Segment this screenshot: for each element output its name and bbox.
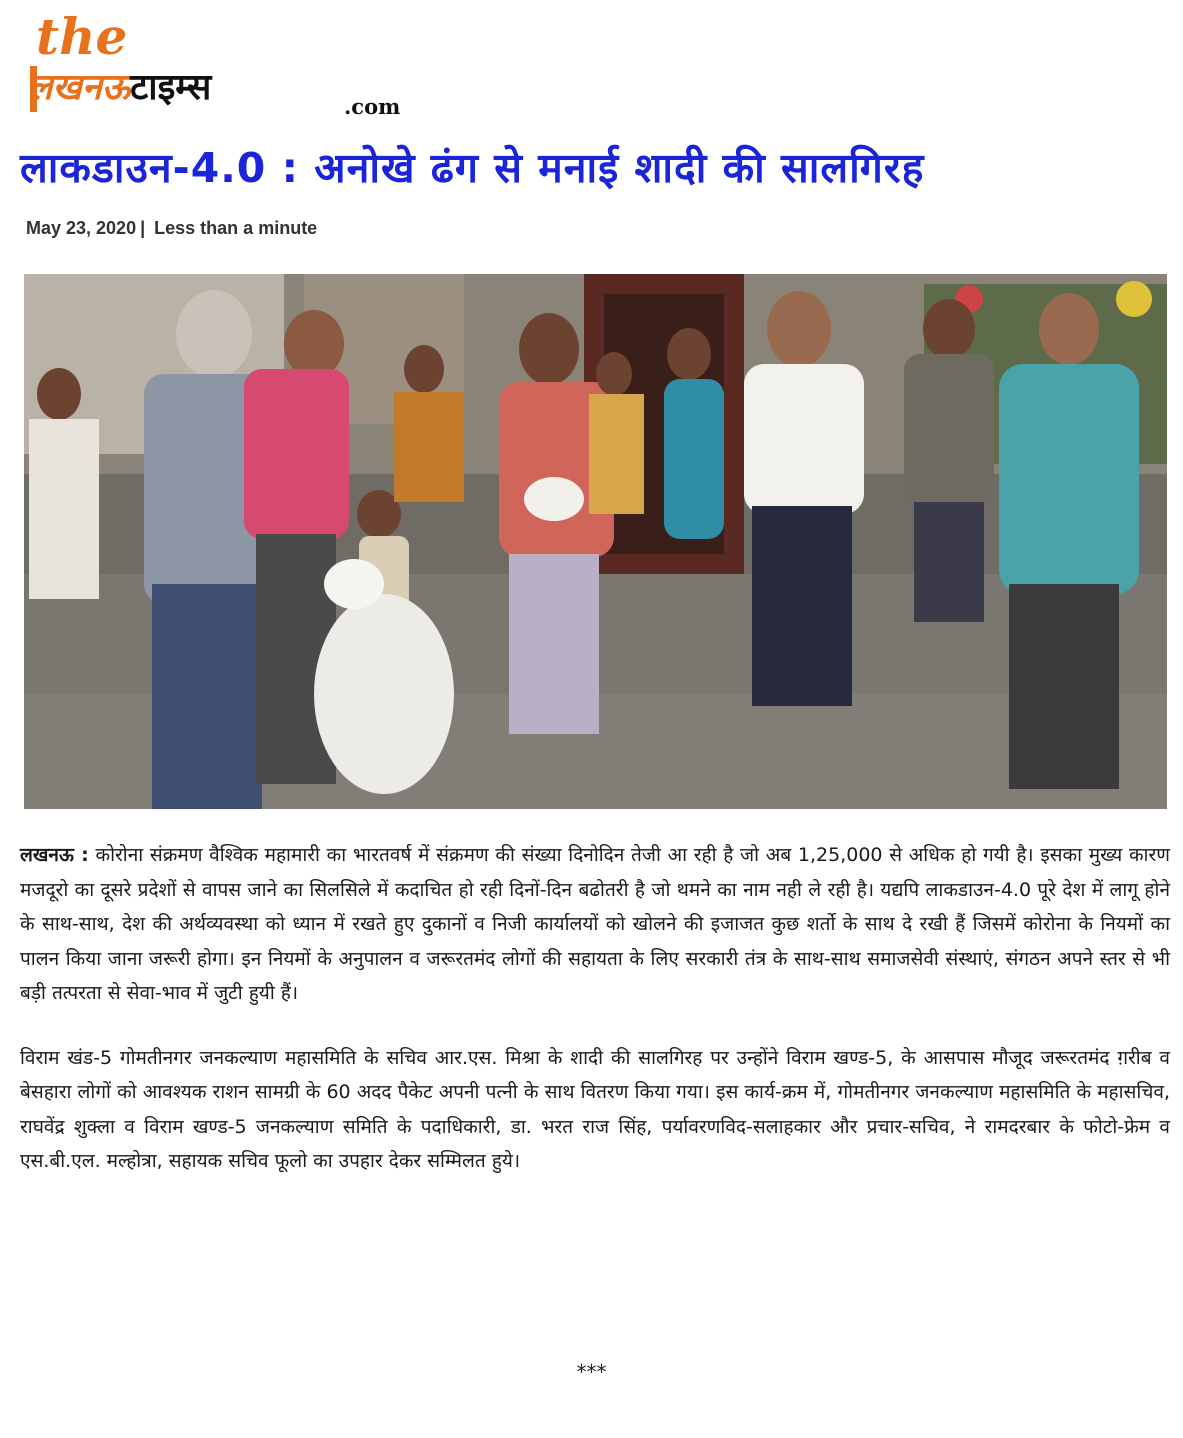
article-headline: लाकडाउन-4.0 : अनोखे ढंग से मनाई शादी की सालगिरह (20, 144, 925, 192)
article-date: May 23, 2020 (26, 218, 137, 238)
logo-wordmark (28, 67, 212, 108)
article-photo (24, 274, 1167, 809)
article-dateline: लखनऊ : (20, 844, 89, 866)
article-meta (26, 218, 317, 239)
article-end-mark: *** (576, 1360, 607, 1384)
logo-name-part2: टाइम्स (130, 67, 212, 108)
meta-separator: | (140, 218, 146, 238)
person-teal-polo (999, 293, 1139, 789)
article-paragraph-2: विराम खंड-5 गोमतीनगर जनकल्याण महासमिति के सचिव आर.एस. मिश्रा के शादी की सालगिरह पर उन्होंने विराम खण्ड-5, के आसपास मौजूद जरूरतमंद ग़रीब व बेसहारा लोगों को आवश्यक राशन सामग्री के 60 अदद पैकेट अपनी पत्नी के साथ वितरण किया गया। इस कार्य-क्रम में, गोमतीनगर जनकल्याण महासमिति के महासचिव, राघवेंद्र शुक्ला व विराम खण्ड-5 जनकल्याण समिति के पदाधिकारी, डा. भरत राज सिंह, पर्यावरणविद-सलाहकार और प्रचार-सचिव, ने रामदरबार के फोटो-फ्रेम व एस.बी.एल. मल्होत्रा, सहायक सचिव फूलो का उपहार देकर सम्मिलत हुये। (20, 1046, 1170, 1172)
article-read-time: Less than a minute (154, 218, 318, 238)
article-paragraph-1 (20, 838, 1170, 1011)
logo-domain-suffix: .com (344, 94, 401, 119)
logo-name-part1: लखनऊ (28, 67, 131, 108)
logo-the-text: the (36, 7, 128, 66)
article-body (20, 838, 1170, 1179)
photo-illustration (24, 274, 1167, 809)
site-logo[interactable] (28, 7, 401, 122)
paragraph-1-text: कोरोना संक्रमण वैश्विक महामारी का भारतवर्ष में संक्रमण की संख्या दिनोदिन तेजी आ रही है जो अब 1,25,000 से अधिक हो गयी है। इसका मुख्य कारण मजदूरो का दूसरे प्रदेशों से वापस जाने का सिलसिले में कदाचित हो रही दिनों-दिन बढोतरी है जो थमने का नाम नही ले रही है। यद्यपि लाकडाउन-4.0 पूरे देश में लागू होने के साथ-साथ, देश की अर्थव्यवस्था को ध्यान में रखते हुए दुकानों व निजी कार्यालयों को खोलने की इजाजत कुछ शर्तो के साथ दे रखी हैं जिसमें कोरोना के नियमों का पालन किया जाना जरूरी होगा। इन नियमों के अनुपालन व जरूरतमंद लोगों की सहायता के लिए सरकारी तंत्र के साथ-साथ समाजसेवी संस्थाएं, संगठन अपने स्तर से भी बड़ी तत्परता से सेवा-भाव में जुटी हुयी हैं। (20, 844, 1170, 1004)
